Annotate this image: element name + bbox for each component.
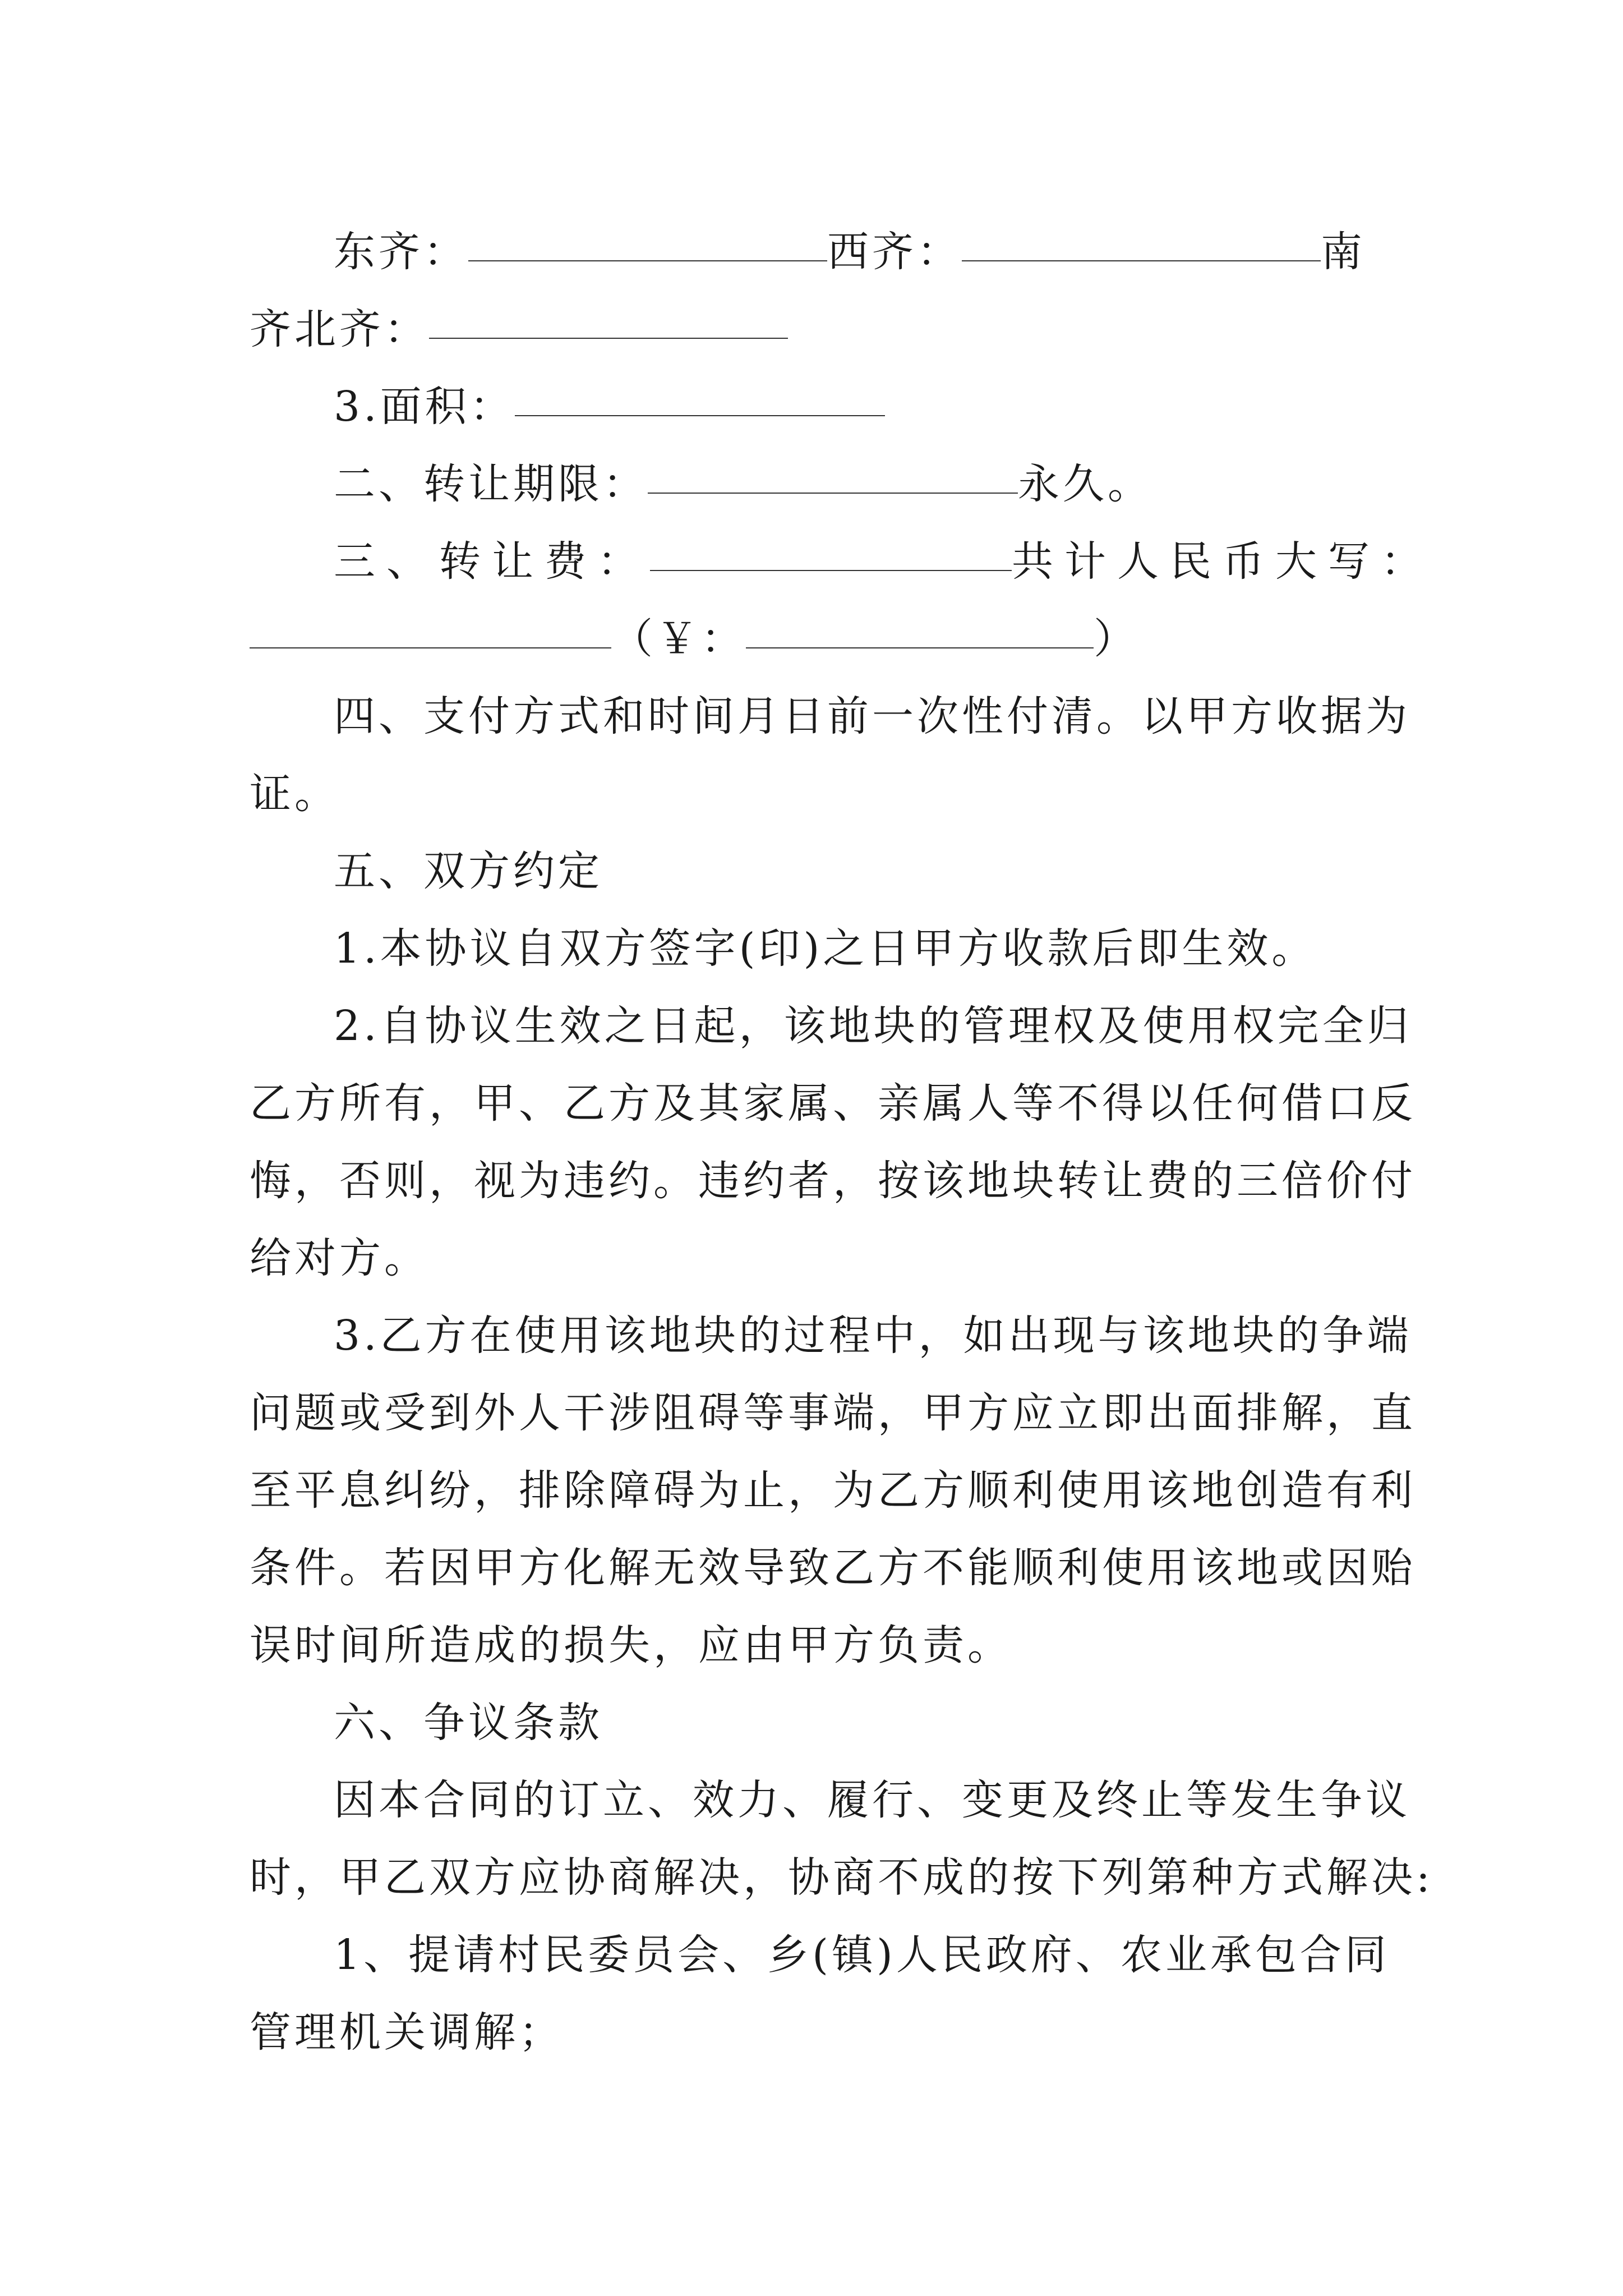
agreement-item-2-cont: 悔，否则，视为违约。违约者，按该地块转让费的三倍价付 [250, 1157, 1416, 1205]
contract-page [250, 213, 1433, 2071]
area-label: 3.面积： [334, 383, 515, 431]
south-north-blank [429, 337, 788, 339]
area-line [250, 368, 1388, 445]
payment-line-cont: 证。 [250, 770, 339, 818]
dispute-item-1-cont: 管理机关调解； [250, 2008, 564, 2056]
fee-paren-close: ） [1094, 615, 1138, 663]
agreement-heading: 五、双方约定 [334, 847, 603, 895]
east-label: 东齐： [334, 228, 468, 276]
west-label: 西齐： [827, 228, 962, 276]
dispute-heading: 六、争议条款 [334, 1699, 603, 1747]
agreement-item-2-cont: 乙方所有，甲、乙方及其家属、亲属人等不得以任何借口反 [250, 1079, 1416, 1128]
fee-total-label: 共计人民币大写： [1012, 537, 1433, 586]
fee-words-blank [250, 647, 611, 648]
south-label-start: 南 [1321, 228, 1366, 276]
fee-label: 三、转让费： [334, 537, 650, 586]
agreement-item-3-cont: 问题或受到外人干涉阻碍等事端，甲方应立即出面排解，直 [250, 1389, 1416, 1437]
dispute-item-1: 1、提请村民委员会、乡(镇)人民政府、农业承包合同 [334, 1931, 1390, 1979]
term-value: 永久。 [1018, 460, 1152, 508]
east-blank [468, 260, 827, 261]
fee-number-blank [746, 647, 1094, 648]
south-north-label: 齐北齐： [250, 305, 429, 353]
fee-blank [650, 569, 1012, 571]
west-blank [962, 260, 1321, 261]
payment-line: 四、支付方式和时间月日前一次性付清。以甲方收据为 [334, 692, 1410, 740]
agreement-item-3-cont: 至平息纠纷，排除障碍为止，为乙方顺利使用该地创造有利 [250, 1466, 1416, 1515]
agreement-item-1: 1.本协议自双方签字(印)之日甲方收款后即生效。 [334, 924, 1317, 973]
dispute-text: 因本合同的订立、效力、履行、变更及终止等发生争议 [334, 1776, 1410, 1824]
agreement-item-3-cont: 条件。若因甲方化解无效导致乙方不能顺利使用该地或因贻 [250, 1544, 1416, 1592]
area-blank [515, 415, 885, 416]
agreement-item-3-cont: 误时间所造成的损失，应由甲方负责。 [250, 1621, 1012, 1669]
fee-paren-open: （￥： [611, 615, 746, 663]
term-label: 二、转让期限： [334, 460, 648, 508]
dispute-text-cont: 时，甲乙双方应协商解决，协商不成的按下列第种方式解决: [250, 1853, 1433, 1902]
fee-line-cont [250, 600, 1388, 678]
boundary-line-cont [250, 291, 1388, 368]
fee-line [250, 523, 1433, 600]
term-blank [648, 492, 1018, 494]
agreement-item-2: 2.自协议生效之日起，该地块的管理权及使用权完全归 [334, 1002, 1412, 1050]
agreement-item-3: 3.乙方在使用该地块的过程中，如出现与该地块的争端 [334, 1312, 1412, 1360]
agreement-item-2-cont: 给对方。 [250, 1234, 429, 1282]
term-line [250, 445, 1388, 523]
boundary-line [250, 213, 1388, 291]
